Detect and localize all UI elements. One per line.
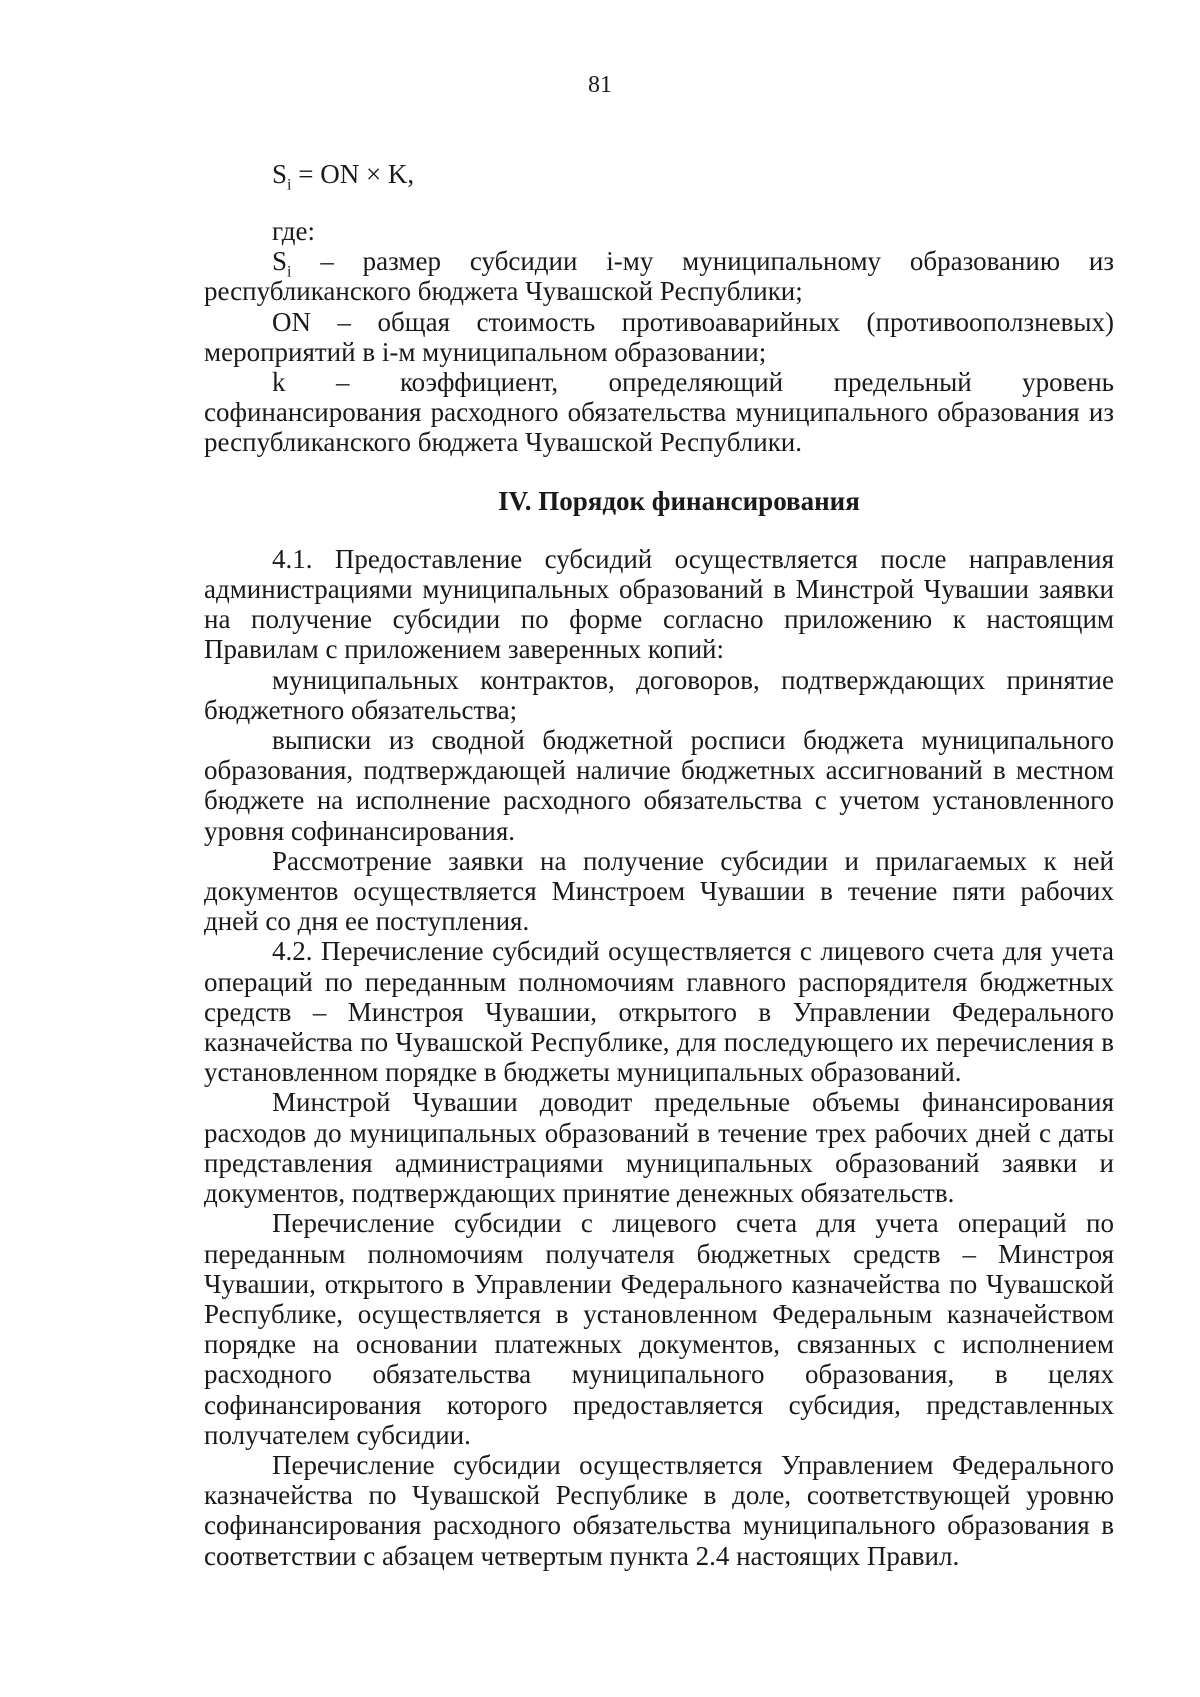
definition-k: k – коэффициент, определяющий предельный уровень софинансирования расходного обязательства муниципального образования из республиканского бюджета Чувашской Республики. — [204, 367, 1114, 458]
paragraph: Перечисление субсидии осуществляется Управлением Федерального казначейства по Чувашской Республике в доле, соответствующей уровню софинансирования расходного обязательства муниципального образования в соответствии с абзацем четвертым пункта 2.4 настоящих Правил. — [204, 1449, 1114, 1571]
definition-on: ON – общая стоимость противоаварийных (противооползневых) мероприятий в i-м муниципальном образовании; — [204, 306, 1114, 367]
formula-rest: = ON × K, — [291, 159, 415, 189]
paragraph: выписки из сводной бюджетной росписи бюджета муниципального образования, подтверждающей наличие бюджетных ассигнований в местном бюджете на исполнение расходного обязательства с учетом установленного уровня софинансирования. — [204, 725, 1114, 846]
paragraph: Минстрой Чувашии доводит предельные объемы финансирования расходов до муниципальных образований в течение трех рабочих дней с даты представления администрациями муниципальных образований заявки и документов, подтверждающих принятие денежных обязательств. — [204, 1087, 1114, 1209]
definition-si — [204, 246, 1114, 306]
section-heading: IV. Порядок финансирования — [498, 485, 860, 516]
subsidy-formula — [272, 158, 415, 194]
document-body — [204, 216, 1114, 1571]
definition-si-text: – размер субсидии i-му муниципальному образованию из республиканского бюджета Чувашской Республики; — [204, 246, 1114, 307]
definition-si-symbol: S — [272, 246, 288, 277]
paragraph: Перечисление субсидии с лицевого счета для учета операций по переданным полномочиям получателя бюджетных средств – Минстроя Чувашии, открытого в Управлении Федерального казначейства по Чувашской Республике, осуществляется в установленном Федеральным казначейством порядке на основании платежных документов, связанных с исполнением расходного обязательства муниципального образования, в целях софинансирования которого предоставляется субсидия, представленных получателем субсидии. — [204, 1208, 1114, 1450]
page-number: 81 — [588, 72, 612, 98]
paragraph: 4.1. Предоставление субсидий осуществляется после направления администрациями муниципальных образований в Минстрой Чувашии заявки на получение субсидии по форме согласно приложению к настоящим Правилам с приложением заверенных копий: — [204, 543, 1114, 665]
formula-symbol-s: S — [272, 159, 288, 189]
definition-si-subscript: i — [287, 263, 292, 281]
where-label: где: — [272, 216, 315, 246]
formula-subscript-i: i — [287, 176, 292, 194]
paragraph: 4.2. Перечисление субсидий осуществляется с лицевого счета для учета операций по переданным полномочиям главного распорядителя бюджетных средств – Минстроя Чувашии, открытого в Управлении Федерального казначейства по Чувашской Республике, для последующего их перечисления в установленном порядке в бюджеты муниципальных образований. — [204, 936, 1114, 1088]
paragraph: муниципальных контрактов, договоров, подтверждающих принятие бюджетного обязательства; — [204, 664, 1114, 725]
paragraph: Рассмотрение заявки на получение субсидии и прилагаемых к ней документов осуществляется Минстроем Чувашии в течение пяти рабочих дней со дня ее поступления. — [204, 845, 1114, 937]
